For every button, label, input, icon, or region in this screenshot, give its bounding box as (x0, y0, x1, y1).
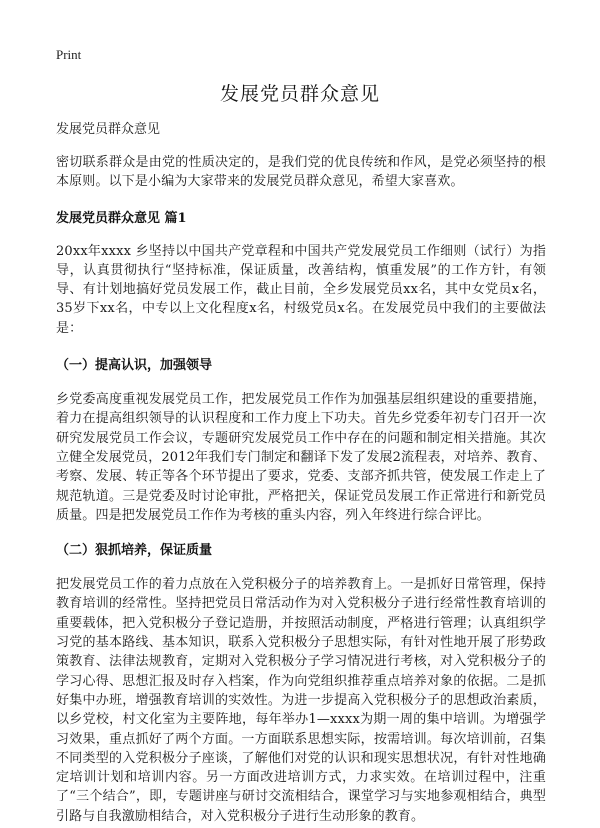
article-heading: 发展党员群众意见 篇1 (56, 210, 187, 226)
body-paragraph-3: 把发展党员工作的着力点放在入党积极分子的培养教育上。一是抓好日常管理，保持教育培训的经常性。坚持把党员日常活动作为对入党积极分子进行经常性教育培训的重要载体，把入党积极分子登记造册，并按照活动制度，严格进行管理；认真组织学习党的基本路线、基本知识，联系入党积极分子思想实际，有针对性地开展了形势政策教育、法律法规教育，定期对入党积极分子学习情况进行考核，对入党积极分子的学习心得、思想汇报及时存入档案，作为向党组织推荐重点培养对象的依据。二是抓好集中办班，增强教育培训的实效性。为进一步提高入党积极分子的思想政治素质，以乡党校，村文化室为主要阵地，每年举办1—xxxx为期一周的集中培训。为增强学习效果，重点抓好了两个方面。一方面联系思想实际，按需培训。每次培训前，召集不同类型的入党积极分子座谈，了解他们对党的认识和现实思想状况，有针对性地确定培训计划和培训内容。另一方面改进培训方式，力求实效。在培训过程中，注重了“三个结合”，即，专题讲座与研讨交流相结合，课堂学习与实地参观相结合，典型引路与自我激励相结合，对入党积极分子进行生动形象的教育。 (56, 577, 546, 824)
print-link[interactable]: Print (56, 47, 82, 62)
intro-paragraph: 密切联系群众是由党的性质决定的，是我们党的优良传统和作风，是党必须坚持的根本原则。以下是小编为大家带来的发展党员群众意见，希望大家喜欢。 (56, 155, 546, 190)
document-subtitle: 发展党员群众意见 (56, 122, 161, 137)
section-heading-1: （一）提高认识，加强领导 (56, 358, 213, 374)
body-paragraph-1: 20xx年xxxx 乡坚持以中国共产党章程和中国共产党发展党员工作细则（试行）为指导，认真贯彻执行“坚持标准，保证质量，改善结构，慎重发展”的工作方针，有领导、有计划地搞好党员发展工作，截止目前，全乡发展党员xx名，其中女党员x名，35岁下xx名，中专以上文化程度x名，村级党员x名。在发展党员中我们的主要做法是： (56, 243, 546, 336)
document-body (56, 120, 546, 826)
section-heading-2: （二）狠抓培养，保证质量 (56, 543, 213, 559)
body-paragraph-2: 乡党委高度重视发展党员工作，把发展党员工作作为加强基层组织建设的重要措施，着力在提高组织领导的认识程度和工作力度上下功夫。首先乡党委年初专门召开一次研究发展党员工作会议，专题研究发展党员工作中存在的问题和制定相关措施。其次立健全发展党员，2012年我们专门制定和翻译下发了发展2流程表，对培养、教育、考察、发展、转正等各个环节提出了要求，党委、支部齐抓共管，使发展工作走上了规范轨道。三是党委及时讨论审批，严格把关，保证党员发展工作正常进行和新党员质量。四是把发展党员工作作为考核的重头内容，列入年终进行综合评比。 (56, 392, 546, 523)
document-title: 发展党员群众意见 (219, 83, 380, 105)
